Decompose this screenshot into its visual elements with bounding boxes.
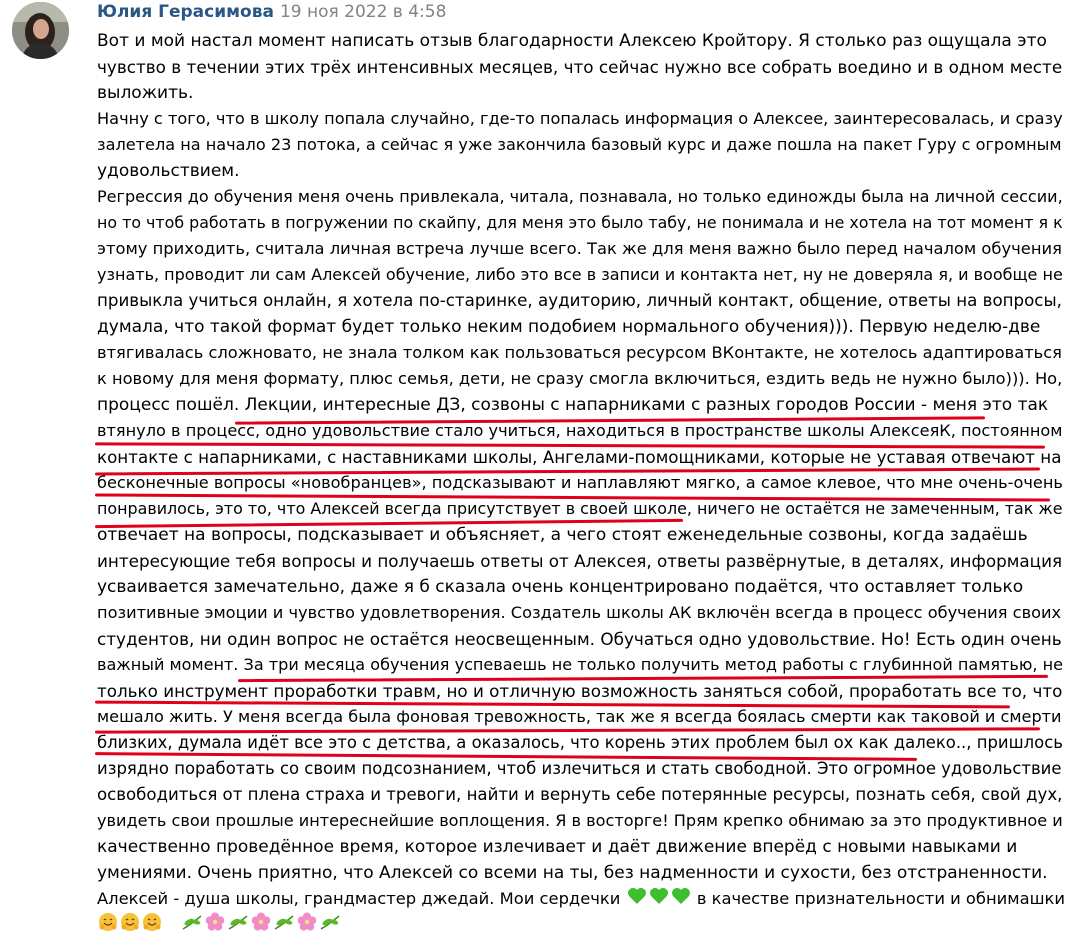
post-line: важный момент. За три месяца обучения успеваешь не только получить метод работы с глубинной памятью, не	[97, 655, 1063, 674]
post-line: втягивалась сложновато, не знала толком как пользоваться ресурсом ВКонтакте, не хотелось адаптироваться	[97, 343, 1062, 362]
avatar[interactable]	[12, 2, 69, 59]
post-line: узнать, проводит ли сам Алексей обучение, либо это все в записи и контакта нет, ну не доверяла я, и вообще не	[97, 265, 1063, 284]
post-line: отвечает на вопросы, подсказывает и объясняет, а чего стоят еженедельные созвоны, когда задаёшь	[97, 525, 1028, 545]
post-line: усваивается замечательно, даже я б сказала очень концентрировано подаётся, что оставляет только	[97, 577, 1024, 597]
post-line: процесс пошёл. Лекции, интересные ДЗ, созвоны с напарниками с разных городов России - меня это так	[97, 395, 1049, 415]
green-heart-icon	[627, 887, 647, 913]
post-line: привыкла учиться онлайн, я хотела по-старинке, аудиторию, личный контакт, общение, ответы на вопросы,	[97, 291, 1062, 310]
post-date[interactable]: 19 ноя 2022 в 4:58	[279, 2, 447, 22]
post-line: увидеть свои прошлые интереснейшие воплощения. Я в восторге! Прям крепко обнимаю за это продуктивное и	[97, 811, 1063, 830]
post-line: умениями. Очень приятно, что Алексей со всеми на ты, без надменности и сухости, без отстраненности.	[97, 863, 1048, 883]
post-line: качественно проведённое время, которое излечивает и даёт движение вперёд с новыми навыками и	[97, 837, 1018, 857]
hugging-face-icon	[98, 912, 118, 940]
herb-icon	[273, 913, 295, 939]
post-line-hearts	[97, 886, 1065, 912]
post-line: интересующие тебя вопросы и получаешь ответы от Алексея, ответы развёрнутые, в деталях, информация	[97, 551, 1063, 571]
cherry-blossom-icon	[297, 912, 317, 940]
post-line-text: в качестве признательности и обнимашки	[696, 889, 1066, 908]
post-line: только инструмент проработки травм, но и отличную возможность заняться собой, проработать все то, что	[97, 681, 1063, 701]
post-line: Регрессия до обучения меня очень привлекала, читала, познавала, но только единожды была на личной сессии,	[97, 187, 1063, 206]
avatar-image	[12, 2, 69, 59]
post-line: думала, что такой формат будет только неким подобием нормального обучения))). Первую неделю-две	[97, 317, 1041, 337]
green-heart-icon	[649, 887, 669, 913]
post-line: к новому для меня формату, плюс семья, дети, не сразу смогла включиться, ездить ведь не нужно было))). Но,	[97, 369, 1063, 388]
hugging-face-icon	[120, 912, 140, 940]
post-line: близких, думала идёт все это с детства, а оказалось, что корень этих проблем был ох как далеко.., пришлось	[97, 733, 1063, 752]
post-line: студентов, ни один вопрос не остаётся неосвещенным. Обучаться одно удовольствие. Но! Есть один очень	[97, 629, 1062, 649]
post-line: втянуло в процесс, одно удовольствие стало учиться, находиться в пространстве школы АлексеяК, постоянном	[97, 421, 1063, 440]
post-line: понравилось, это то, что Алексей всегда присутствует в своей школе, ничего не остаётся не замеченным, так же	[97, 499, 1063, 518]
post-line: удовольствием.	[97, 161, 240, 181]
hugging-face-icon	[142, 912, 162, 940]
cherry-blossom-icon	[205, 912, 225, 940]
post-line: но то чтоб работать в погружении по скайпу, для меня это было табу, не понимала и не хотела на тот момент я к	[97, 213, 1063, 232]
post-line: выложить.	[97, 83, 194, 103]
cherry-blossom-icon	[251, 912, 271, 940]
post-header	[97, 1, 446, 23]
post-line: Начну с того, что в школу попала случайно, где-то попалась информация о Алексее, заинтересовалась, и сразу	[97, 109, 1063, 128]
post-line: изрядно поработать со своим подсознанием, чтоб излечиться и стать свободной. Это огромное удовольствие	[97, 759, 1062, 778]
post-line: бесконечные вопросы «новобранцев», подсказывают и наплавляют мягко, а самое клевое, что мне очень-очень	[97, 473, 1063, 492]
post-line: позитивные эмоции и чувство удовлетворения. Создатель школы АК включён всегда в процесс обучения своих	[97, 603, 1062, 622]
post-line: залетела на начало 23 потока, а сейчас я уже закончила базовый курс и даже пошла на пакет Гуру с огромным	[97, 135, 1062, 154]
green-heart-icon	[671, 887, 691, 913]
herb-icon	[319, 913, 341, 939]
herb-icon	[227, 913, 249, 939]
post-line: чувство в течении этих трёх интенсивных месяцев, что сейчас нужно все собрать воедино и в одном месте	[97, 57, 1063, 77]
post-line: контакте с напарниками, с наставниками школы, Ангелами-помощниками, которые не уставая отвечают на	[97, 447, 1062, 467]
post-line: освободиться от плена страха и тревоги, найти и вернуть себе потерянные ресурсы, познать себя, свой дух,	[97, 785, 1063, 804]
post-line: этому приходить, считала личная встреча лучше всего. Так же для меня важно было перед началом обучения	[97, 239, 1062, 258]
author-name[interactable]: Юлия Герасимова	[97, 2, 274, 22]
emoji-row	[97, 912, 342, 938]
post-line: мешало жить. У меня всегда была фоновая тревожность, так же я всегда боялась смерти как таковой и смерти	[97, 707, 1062, 726]
herb-icon	[181, 913, 203, 939]
post-line: Вот и мой настал момент написать отзыв благодарности Алексею Кройтору. Я столько раз ощущала это	[97, 31, 1047, 51]
post-line-text: Алексей - душа школы, грандмастер джедай. Мои сердечки	[97, 889, 621, 908]
